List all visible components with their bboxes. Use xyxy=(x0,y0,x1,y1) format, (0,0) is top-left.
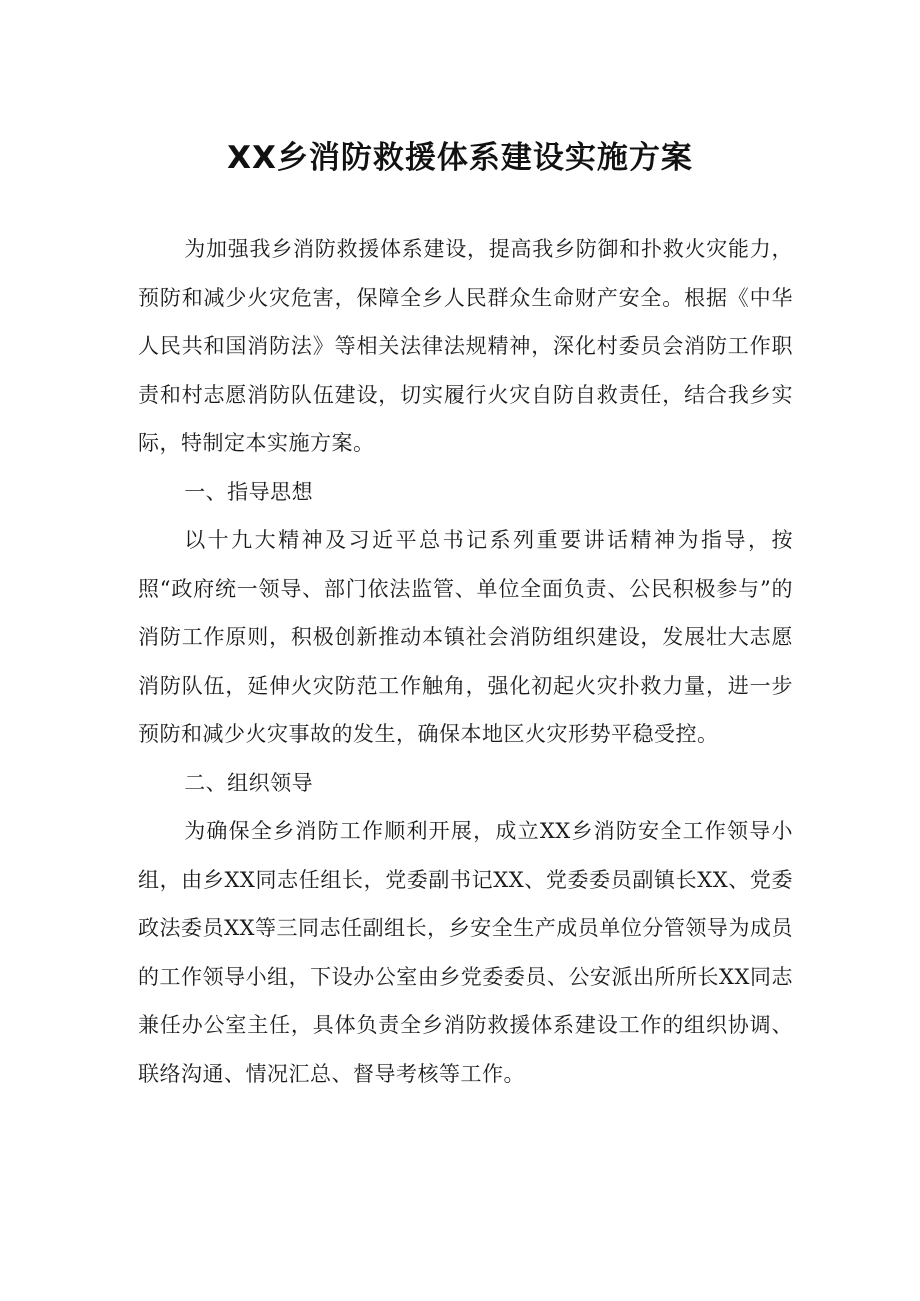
intro-paragraph: 为加强我乡消防救援体系建设，提高我乡防御和扑救火灾能力，预防和减少火灾危害，保障全乡人民群众生命财产安全。根据《中华人民共和国消防法》等相关法律法规精神，深化村委员会消防工作职责和村志愿消防队伍建设，切实履行火灾自防自救责任，结合我乡实际，特制定本实施方案。 xyxy=(138,237,793,455)
section-heading-guiding-ideology: 一、指导思想 xyxy=(184,479,314,504)
section-paragraph-organization-leadership: 为确保全乡消防工作顺利开展，成立XX乡消防安全工作领导小组，由乡XX同志任组长，党委副书记XX、党委委员副镇长XX、党委政法委员XX等三同志任副组长，乡安全生产成员单位分管领导为成员的工作领导小组，下设办公室由乡党委委员、公安派出所所长XX同志兼任办公室主任，具体负责全乡消防救援体系建设工作的组织协调、联络沟通、情况汇总、督导考核等工作。 xyxy=(138,819,793,1086)
document-title: XX乡消防救援体系建设实施方案 xyxy=(227,140,693,176)
document-body xyxy=(138,225,793,1098)
section-paragraph-guiding-ideology: 以十九大精神及习近平总书记系列重要讲话精神为指导，按照“政府统一领导、部门依法监管、单位全面负责、公民积极参与”的消防工作原则，积极创新推动本镇社会消防组织建设，发展壮大志愿消防队伍，延伸火灾防范工作触角，强化初起火灾扑救力量，进一步预防和减少火灾事故的发生，确保本地区火灾形势平稳受控。 xyxy=(138,528,793,746)
section-heading-organization-leadership: 二、组织领导 xyxy=(184,770,314,795)
